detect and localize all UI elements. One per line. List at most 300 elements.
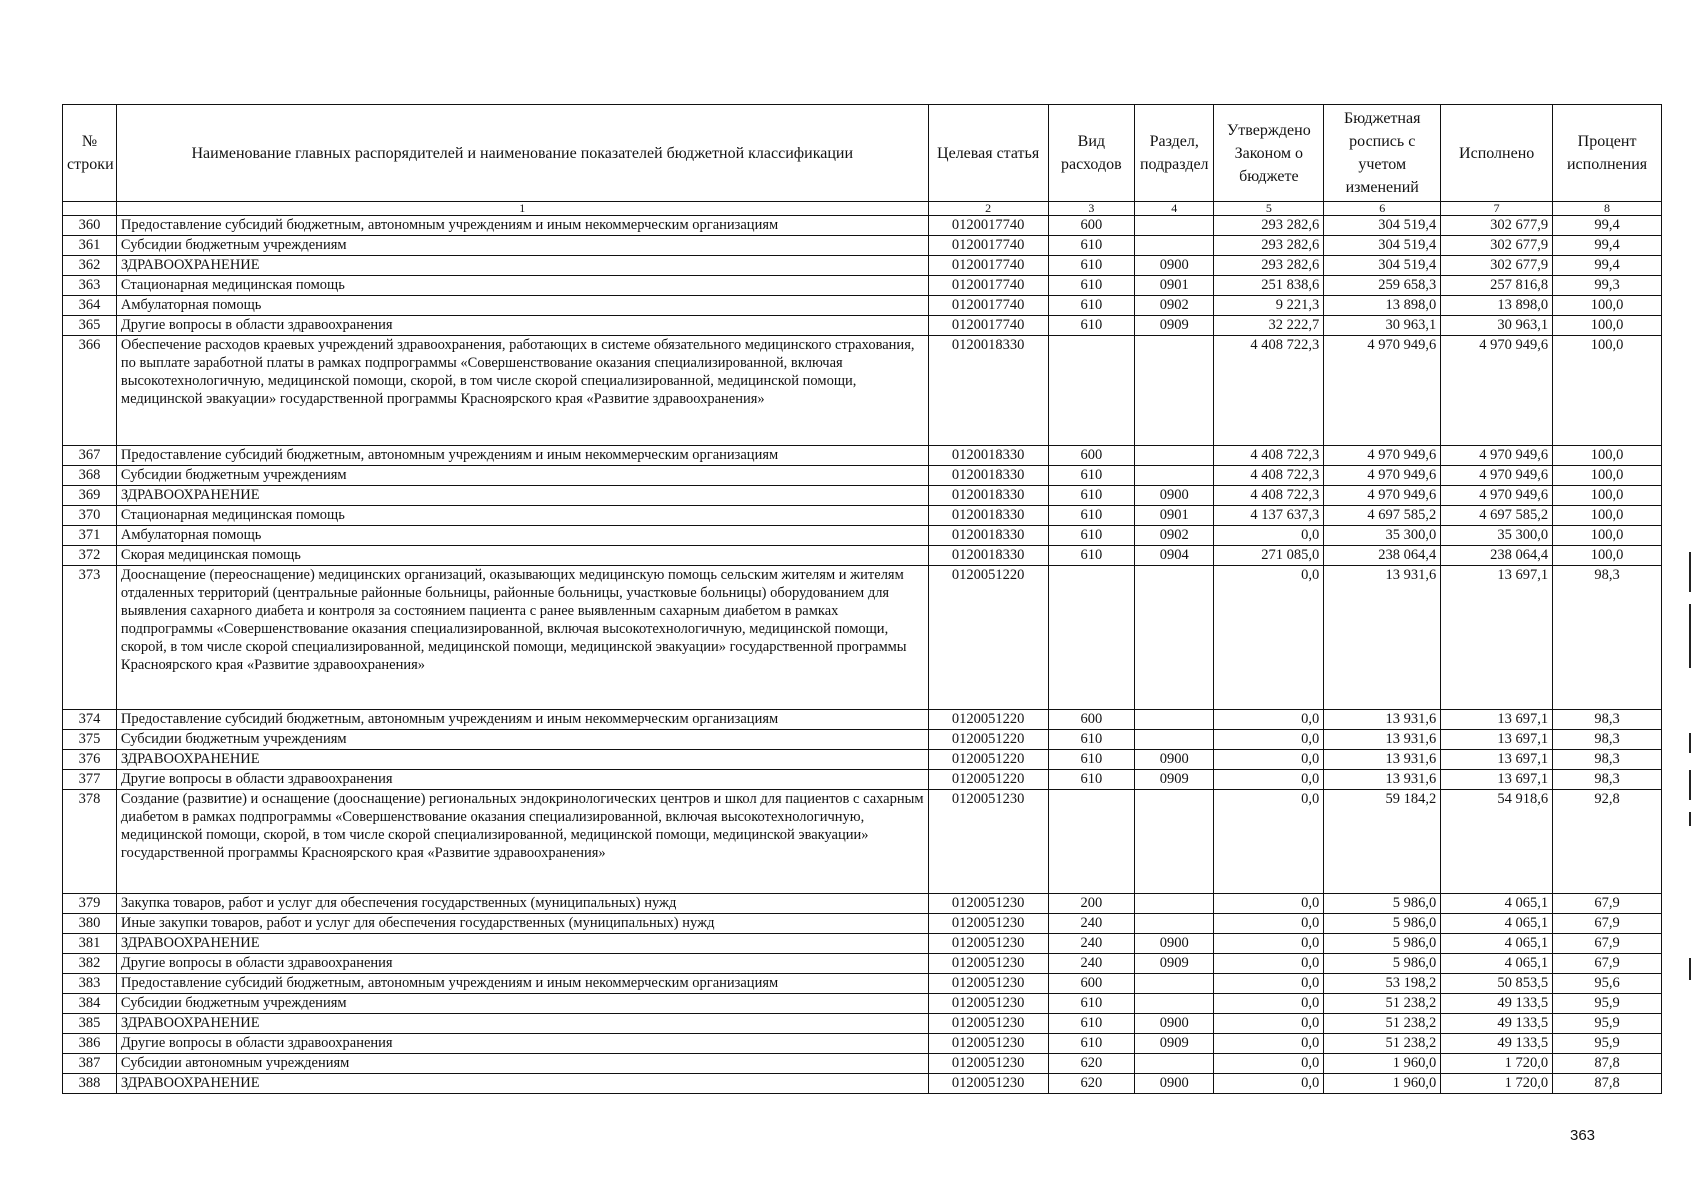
row-target-article: 0120051230 (928, 1074, 1048, 1094)
column-number: 4 (1135, 202, 1214, 216)
row-target-article: 0120018330 (928, 446, 1048, 466)
row-target-article: 0120051230 (928, 974, 1048, 994)
row-section: 0901 (1135, 276, 1214, 296)
row-percent: 100,0 (1553, 316, 1662, 336)
table-row (63, 546, 1662, 566)
scan-edge-mark (1689, 958, 1691, 980)
row-approved: 4 137 637,3 (1214, 506, 1324, 526)
header-executed: Исполнено (1441, 105, 1553, 202)
column-number: 7 (1441, 202, 1553, 216)
row-section (1135, 994, 1214, 1014)
row-budget-schedule: 4 970 949,6 (1324, 486, 1441, 506)
row-section (1135, 1054, 1214, 1074)
row-percent: 67,9 (1553, 894, 1662, 914)
row-target-article: 0120017740 (928, 256, 1048, 276)
row-section: 0900 (1135, 256, 1214, 276)
row-executed: 30 963,1 (1441, 316, 1553, 336)
row-percent: 95,9 (1553, 994, 1662, 1014)
table-row (63, 316, 1662, 336)
column-number: 5 (1214, 202, 1324, 216)
row-approved: 4 408 722,3 (1214, 466, 1324, 486)
table-row (63, 750, 1662, 770)
row-expense-type: 600 (1048, 216, 1134, 236)
row-percent: 99,4 (1553, 236, 1662, 256)
row-expense-type: 610 (1048, 1014, 1134, 1034)
row-target-article: 0120018330 (928, 336, 1048, 446)
row-budget-schedule: 13 898,0 (1324, 296, 1441, 316)
row-target-article: 0120051230 (928, 1014, 1048, 1034)
row-expense-type: 610 (1048, 526, 1134, 546)
row-target-article: 0120018330 (928, 506, 1048, 526)
row-budget-schedule: 51 238,2 (1324, 1034, 1441, 1054)
row-name: Стационарная медицинская помощь (116, 276, 928, 296)
row-number: 366 (63, 336, 117, 446)
row-expense-type (1048, 790, 1134, 894)
row-budget-schedule: 51 238,2 (1324, 1014, 1441, 1034)
row-executed: 4 697 585,2 (1441, 506, 1553, 526)
table-row (63, 710, 1662, 730)
row-name: Предоставление субсидий бюджетным, автономным учреждениям и иным некоммерческим организациям (116, 974, 928, 994)
row-number: 381 (63, 934, 117, 954)
row-expense-type: 610 (1048, 770, 1134, 790)
row-percent: 98,3 (1553, 750, 1662, 770)
table-row (63, 446, 1662, 466)
row-name: ЗДРАВООХРАНЕНИЕ (116, 1014, 928, 1034)
row-section (1135, 914, 1214, 934)
row-expense-type: 610 (1048, 466, 1134, 486)
row-approved: 4 408 722,3 (1214, 486, 1324, 506)
header-percent: Процент исполнения (1553, 105, 1662, 202)
header-target-article: Целевая статья (928, 105, 1048, 202)
row-approved: 0,0 (1214, 770, 1324, 790)
table-row (63, 336, 1662, 446)
row-name: Субсидии автономным учреждениям (116, 1054, 928, 1074)
budget-execution-table (62, 104, 1662, 1094)
row-number: 363 (63, 276, 117, 296)
row-number: 387 (63, 1054, 117, 1074)
row-section (1135, 974, 1214, 994)
row-budget-schedule: 4 970 949,6 (1324, 446, 1441, 466)
row-approved: 0,0 (1214, 1054, 1324, 1074)
row-section (1135, 710, 1214, 730)
row-executed: 13 697,1 (1441, 770, 1553, 790)
row-expense-type: 610 (1048, 750, 1134, 770)
row-percent: 98,3 (1553, 710, 1662, 730)
row-percent: 100,0 (1553, 446, 1662, 466)
row-section (1135, 446, 1214, 466)
row-target-article: 0120051230 (928, 954, 1048, 974)
row-name: Иные закупки товаров, работ и услуг для обеспечения государственных (муниципальных) нужд (116, 914, 928, 934)
row-section: 0900 (1135, 1014, 1214, 1034)
row-executed: 4 065,1 (1441, 914, 1553, 934)
row-executed: 13 697,1 (1441, 710, 1553, 730)
table-row (63, 934, 1662, 954)
row-executed: 302 677,9 (1441, 236, 1553, 256)
row-name: Стационарная медицинская помощь (116, 506, 928, 526)
table-row (63, 216, 1662, 236)
table-row (63, 1074, 1662, 1094)
row-approved: 0,0 (1214, 566, 1324, 710)
row-executed: 49 133,5 (1441, 1014, 1553, 1034)
row-executed: 54 918,6 (1441, 790, 1553, 894)
row-budget-schedule: 51 238,2 (1324, 994, 1441, 1014)
row-executed: 238 064,4 (1441, 546, 1553, 566)
table-row (63, 526, 1662, 546)
row-executed: 13 898,0 (1441, 296, 1553, 316)
scan-edge-mark (1689, 770, 1691, 800)
column-number: 2 (928, 202, 1048, 216)
table-row (63, 1034, 1662, 1054)
table-row (63, 276, 1662, 296)
table-row (63, 770, 1662, 790)
row-section: 0909 (1135, 954, 1214, 974)
row-name: ЗДРАВООХРАНЕНИЕ (116, 750, 928, 770)
header-approved: Утверждено Законом о бюджете (1214, 105, 1324, 202)
row-expense-type: 600 (1048, 710, 1134, 730)
row-number: 388 (63, 1074, 117, 1094)
row-section (1135, 466, 1214, 486)
row-percent: 87,8 (1553, 1054, 1662, 1074)
header-section: Раздел, подраздел (1135, 105, 1214, 202)
row-target-article: 0120051230 (928, 994, 1048, 1014)
row-name: Субсидии бюджетным учреждениям (116, 466, 928, 486)
row-section (1135, 730, 1214, 750)
row-expense-type: 610 (1048, 506, 1134, 526)
row-section (1135, 566, 1214, 710)
table-row (63, 1054, 1662, 1074)
row-approved: 293 282,6 (1214, 216, 1324, 236)
row-approved: 0,0 (1214, 994, 1324, 1014)
row-executed: 302 677,9 (1441, 256, 1553, 276)
row-target-article: 0120051220 (928, 770, 1048, 790)
row-approved: 0,0 (1214, 934, 1324, 954)
row-percent: 100,0 (1553, 466, 1662, 486)
row-name: ЗДРАВООХРАНЕНИЕ (116, 934, 928, 954)
row-target-article: 0120017740 (928, 216, 1048, 236)
row-section (1135, 790, 1214, 894)
row-percent: 100,0 (1553, 546, 1662, 566)
row-section (1135, 216, 1214, 236)
row-percent: 87,8 (1553, 1074, 1662, 1094)
row-expense-type: 600 (1048, 446, 1134, 466)
row-executed: 4 065,1 (1441, 954, 1553, 974)
row-expense-type: 200 (1048, 894, 1134, 914)
row-section: 0909 (1135, 1034, 1214, 1054)
row-budget-schedule: 4 970 949,6 (1324, 336, 1441, 446)
row-target-article: 0120017740 (928, 276, 1048, 296)
row-number: 378 (63, 790, 117, 894)
row-number: 372 (63, 546, 117, 566)
row-expense-type: 610 (1048, 296, 1134, 316)
scan-edge-mark (1689, 604, 1691, 668)
row-section: 0904 (1135, 546, 1214, 566)
row-target-article: 0120051230 (928, 1054, 1048, 1074)
row-approved: 271 085,0 (1214, 546, 1324, 566)
row-approved: 32 222,7 (1214, 316, 1324, 336)
row-number: 369 (63, 486, 117, 506)
row-expense-type: 610 (1048, 994, 1134, 1014)
row-executed: 1 720,0 (1441, 1074, 1553, 1094)
table-row (63, 296, 1662, 316)
column-number: 1 (116, 202, 928, 216)
header-row-no: № строки (63, 105, 117, 202)
table-row (63, 236, 1662, 256)
row-budget-schedule: 13 931,6 (1324, 566, 1441, 710)
row-budget-schedule: 304 519,4 (1324, 216, 1441, 236)
row-budget-schedule: 59 184,2 (1324, 790, 1441, 894)
row-section (1135, 336, 1214, 446)
row-percent: 100,0 (1553, 296, 1662, 316)
row-name: Создание (развитие) и оснащение (дооснащение) региональных эндокринологических центров и школ для пациентов с сахарным диабетом в рамках подпрограммы «Совершенствование оказания специализированной, включая высокотехнологичную, медицинской помощи, скорой, в том числе скорой специализированной, медицинской помощи, медицинской эвакуации» государственной программы Красноярского края «Развитие здравоохранения» (116, 790, 928, 894)
row-target-article: 0120018330 (928, 526, 1048, 546)
row-budget-schedule: 1 960,0 (1324, 1054, 1441, 1074)
row-section: 0900 (1135, 1074, 1214, 1094)
row-percent: 67,9 (1553, 914, 1662, 934)
table-row (63, 954, 1662, 974)
scan-edge-mark (1689, 812, 1691, 826)
row-name: Субсидии бюджетным учреждениям (116, 236, 928, 256)
row-approved: 0,0 (1214, 710, 1324, 730)
row-budget-schedule: 304 519,4 (1324, 236, 1441, 256)
row-section (1135, 894, 1214, 914)
row-expense-type: 240 (1048, 954, 1134, 974)
row-target-article: 0120017740 (928, 296, 1048, 316)
row-expense-type: 240 (1048, 934, 1134, 954)
row-number: 371 (63, 526, 117, 546)
table-header-row (63, 105, 1662, 202)
row-name: Дооснащение (переоснащение) медицинских организаций, оказывающих медицинскую помощь сельским жителям и жителям отдаленных территорий (центральные районные больницы, районные больницы, участковые больницы) оборудованием для выявления сахарного диабета и контроля за состоянием пациента с ранее выявленным сахарным диабетом в рамках подпрограммы «Совершенствование оказания специализированной, включая высокотехнологичную, медицинской помощи, скорой, в том числе скорой специализированной, медицинской помощи, медицинской эвакуации» государственной программы Красноярского края «Развитие здравоохранения» (116, 566, 928, 710)
budget-report-sheet (62, 104, 1662, 1094)
row-target-article: 0120051230 (928, 934, 1048, 954)
row-percent: 100,0 (1553, 526, 1662, 546)
row-target-article: 0120018330 (928, 486, 1048, 506)
table-row (63, 566, 1662, 710)
row-budget-schedule: 13 931,6 (1324, 750, 1441, 770)
row-approved: 4 408 722,3 (1214, 336, 1324, 446)
row-target-article: 0120051230 (928, 894, 1048, 914)
row-approved: 0,0 (1214, 790, 1324, 894)
header-name: Наименование главных распорядителей и наименование показателей бюджетной классификации (116, 105, 928, 202)
row-approved: 0,0 (1214, 974, 1324, 994)
table-row (63, 994, 1662, 1014)
row-budget-schedule: 1 960,0 (1324, 1074, 1441, 1094)
row-approved: 0,0 (1214, 750, 1324, 770)
row-executed: 4 065,1 (1441, 934, 1553, 954)
row-percent: 98,3 (1553, 770, 1662, 790)
row-budget-schedule: 5 986,0 (1324, 894, 1441, 914)
row-percent: 95,9 (1553, 1034, 1662, 1054)
row-expense-type: 610 (1048, 1034, 1134, 1054)
row-executed: 13 697,1 (1441, 566, 1553, 710)
column-numbers-row (63, 202, 1662, 216)
row-expense-type: 610 (1048, 236, 1134, 256)
row-budget-schedule: 13 931,6 (1324, 730, 1441, 750)
row-executed: 4 970 949,6 (1441, 446, 1553, 466)
row-target-article: 0120018330 (928, 546, 1048, 566)
page-number: 363 (1570, 1127, 1596, 1144)
table-row (63, 486, 1662, 506)
row-expense-type: 610 (1048, 546, 1134, 566)
row-executed: 35 300,0 (1441, 526, 1553, 546)
table-row (63, 256, 1662, 276)
row-expense-type: 610 (1048, 486, 1134, 506)
row-executed: 50 853,5 (1441, 974, 1553, 994)
row-percent: 100,0 (1553, 506, 1662, 526)
row-target-article: 0120018330 (928, 466, 1048, 486)
row-approved: 4 408 722,3 (1214, 446, 1324, 466)
row-number: 385 (63, 1014, 117, 1034)
row-name: Обеспечение расходов краевых учреждений здравоохранения, работающих в системе обязательного медицинского страхования, по выплате заработной платы в рамках подпрограммы «Совершенствование оказания специализированной, включая высокотехнологичную, медицинской помощи, скорой, в том числе скорой специализированной, медицинской помощи, медицинской эвакуации» государственной программы Красноярского края «Развитие здравоохранения» (116, 336, 928, 446)
row-section: 0909 (1135, 770, 1214, 790)
row-expense-type: 620 (1048, 1054, 1134, 1074)
row-executed: 4 970 949,6 (1441, 466, 1553, 486)
row-budget-schedule: 5 986,0 (1324, 914, 1441, 934)
row-approved: 0,0 (1214, 1074, 1324, 1094)
row-target-article: 0120051220 (928, 566, 1048, 710)
row-percent: 95,9 (1553, 1014, 1662, 1034)
row-percent: 92,8 (1553, 790, 1662, 894)
table-row (63, 466, 1662, 486)
table-row (63, 1014, 1662, 1034)
row-expense-type: 610 (1048, 316, 1134, 336)
table-row (63, 914, 1662, 934)
row-budget-schedule: 5 986,0 (1324, 934, 1441, 954)
row-percent: 99,4 (1553, 256, 1662, 276)
row-number: 386 (63, 1034, 117, 1054)
row-number: 375 (63, 730, 117, 750)
row-budget-schedule: 238 064,4 (1324, 546, 1441, 566)
row-executed: 4 970 949,6 (1441, 336, 1553, 446)
row-expense-type: 620 (1048, 1074, 1134, 1094)
row-number: 367 (63, 446, 117, 466)
row-budget-schedule: 13 931,6 (1324, 710, 1441, 730)
row-section: 0909 (1135, 316, 1214, 336)
row-section: 0900 (1135, 486, 1214, 506)
row-name: Предоставление субсидий бюджетным, автономным учреждениям и иным некоммерческим организациям (116, 446, 928, 466)
row-number: 380 (63, 914, 117, 934)
row-expense-type (1048, 336, 1134, 446)
row-approved: 0,0 (1214, 894, 1324, 914)
row-percent: 99,4 (1553, 216, 1662, 236)
row-executed: 49 133,5 (1441, 994, 1553, 1014)
row-section: 0900 (1135, 934, 1214, 954)
row-approved: 0,0 (1214, 1014, 1324, 1034)
row-name: Закупка товаров, работ и услуг для обеспечения государственных (муниципальных) нужд (116, 894, 928, 914)
row-number: 374 (63, 710, 117, 730)
row-name: Другие вопросы в области здравоохранения (116, 316, 928, 336)
table-body (63, 216, 1662, 1094)
row-name: Предоставление субсидий бюджетным, автономным учреждениям и иным некоммерческим организациям (116, 710, 928, 730)
row-approved: 251 838,6 (1214, 276, 1324, 296)
header-expense-type: Вид расходов (1048, 105, 1134, 202)
column-number (63, 202, 117, 216)
row-percent: 67,9 (1553, 934, 1662, 954)
row-percent: 99,3 (1553, 276, 1662, 296)
row-percent: 100,0 (1553, 336, 1662, 446)
row-name: Предоставление субсидий бюджетным, автономным учреждениям и иным некоммерческим организациям (116, 216, 928, 236)
row-number: 384 (63, 994, 117, 1014)
row-approved: 0,0 (1214, 914, 1324, 934)
row-section (1135, 236, 1214, 256)
row-percent: 98,3 (1553, 730, 1662, 750)
row-approved: 0,0 (1214, 954, 1324, 974)
row-budget-schedule: 30 963,1 (1324, 316, 1441, 336)
row-name: Другие вопросы в области здравоохранения (116, 1034, 928, 1054)
row-budget-schedule: 13 931,6 (1324, 770, 1441, 790)
table-row (63, 974, 1662, 994)
row-number: 362 (63, 256, 117, 276)
row-budget-schedule: 53 198,2 (1324, 974, 1441, 994)
row-section: 0902 (1135, 296, 1214, 316)
row-expense-type: 610 (1048, 276, 1134, 296)
row-expense-type: 600 (1048, 974, 1134, 994)
row-section: 0902 (1135, 526, 1214, 546)
row-executed: 13 697,1 (1441, 730, 1553, 750)
row-number: 379 (63, 894, 117, 914)
header-budget-schedule: Бюджетная роспись с учетом изменений (1324, 105, 1441, 202)
row-budget-schedule: 304 519,4 (1324, 256, 1441, 276)
row-executed: 257 816,8 (1441, 276, 1553, 296)
column-number: 6 (1324, 202, 1441, 216)
row-executed: 4 065,1 (1441, 894, 1553, 914)
scan-edge-mark (1689, 552, 1691, 592)
scan-edge-mark (1689, 733, 1691, 753)
row-number: 383 (63, 974, 117, 994)
row-budget-schedule: 4 697 585,2 (1324, 506, 1441, 526)
row-number: 382 (63, 954, 117, 974)
row-approved: 0,0 (1214, 1034, 1324, 1054)
row-approved: 9 221,3 (1214, 296, 1324, 316)
row-name: Скорая медицинская помощь (116, 546, 928, 566)
row-name: Другие вопросы в области здравоохранения (116, 954, 928, 974)
row-target-article: 0120017740 (928, 236, 1048, 256)
row-executed: 302 677,9 (1441, 216, 1553, 236)
row-expense-type (1048, 566, 1134, 710)
row-target-article: 0120051230 (928, 790, 1048, 894)
row-target-article: 0120051220 (928, 750, 1048, 770)
row-target-article: 0120051230 (928, 914, 1048, 934)
row-number: 361 (63, 236, 117, 256)
row-expense-type: 240 (1048, 914, 1134, 934)
row-number: 365 (63, 316, 117, 336)
row-percent: 100,0 (1553, 486, 1662, 506)
row-number: 370 (63, 506, 117, 526)
row-approved: 293 282,6 (1214, 236, 1324, 256)
row-section: 0900 (1135, 750, 1214, 770)
row-number: 376 (63, 750, 117, 770)
row-number: 360 (63, 216, 117, 236)
row-budget-schedule: 4 970 949,6 (1324, 466, 1441, 486)
row-approved: 0,0 (1214, 526, 1324, 546)
row-name: Субсидии бюджетным учреждениям (116, 730, 928, 750)
row-approved: 293 282,6 (1214, 256, 1324, 276)
row-percent: 98,3 (1553, 566, 1662, 710)
column-number: 3 (1048, 202, 1134, 216)
row-name: ЗДРАВООХРАНЕНИЕ (116, 256, 928, 276)
row-name: Амбулаторная помощь (116, 296, 928, 316)
row-approved: 0,0 (1214, 730, 1324, 750)
row-executed: 49 133,5 (1441, 1034, 1553, 1054)
table-row (63, 894, 1662, 914)
row-name: ЗДРАВООХРАНЕНИЕ (116, 486, 928, 506)
row-executed: 13 697,1 (1441, 750, 1553, 770)
row-name: Субсидии бюджетным учреждениям (116, 994, 928, 1014)
row-expense-type: 610 (1048, 256, 1134, 276)
row-name: ЗДРАВООХРАНЕНИЕ (116, 1074, 928, 1094)
row-executed: 4 970 949,6 (1441, 486, 1553, 506)
row-budget-schedule: 35 300,0 (1324, 526, 1441, 546)
row-expense-type: 610 (1048, 730, 1134, 750)
